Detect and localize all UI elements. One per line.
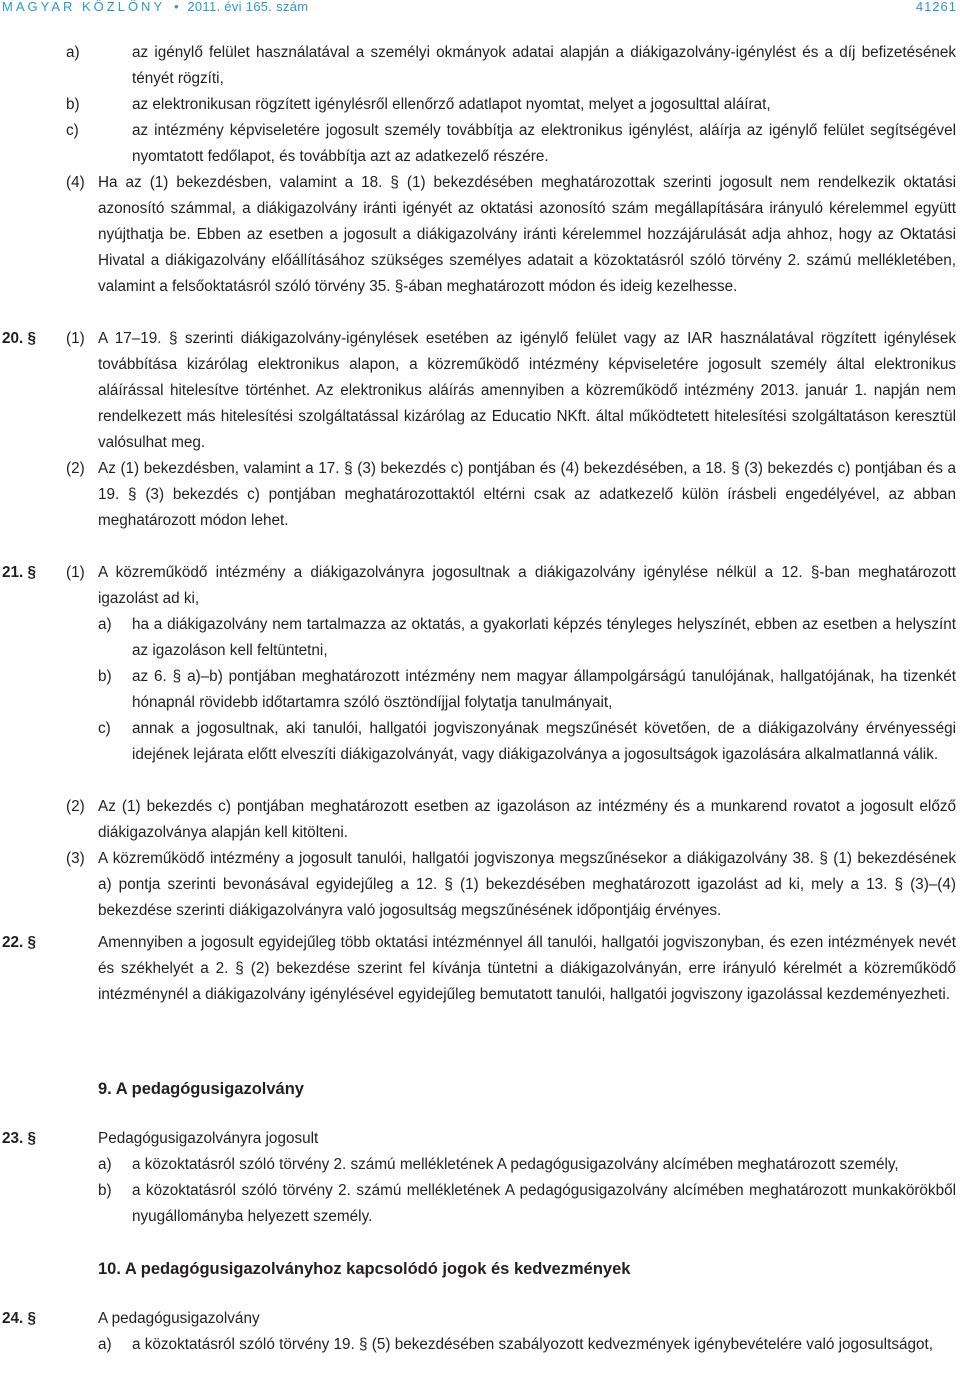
- point-label: c): [66, 122, 79, 139]
- paragraph-text: a közoktatásról szóló törvény 19. § (5) bekezdésében szabályozott kedvezmények igénybevételére való jogosultságot,: [132, 1336, 934, 1353]
- paragraph-text: annak a jogosultnak, aki tanulói, hallgatói jogviszonyának megszűnését követően, de a diákigazolvány érvényességi idejének lejárata előtt elveszíti diákigazolványát, vagy diákigazolványa a jogosultságok igazolására alkalmatlanná válik.: [132, 720, 956, 763]
- point-label: a): [98, 616, 112, 633]
- paragraph-text: Ha az (1) bekezdésben, valamint a 18. § (1) bekezdésében meghatározottak szerinti jogosult nem rendelkezik oktatási azonosító számmal, a diákigazolvány iránti igényét az oktatási azonosító szám megállapítására irányuló kérelemmel együtt nyújthatja be. Ebben az esetben a jogosult a diákigazolvány iránti kérelemmel hozzájárulását adja ahhoz, hogy az Oktatási Hivatal a diákigazolvány előállításához szükséges személyes adatait a közoktatásról szóló törvény 2. számú mellékletében, valamint a felsőoktatásról szóló törvény 35. §-ában meghatározott módon és ideig kezelhesse.: [98, 174, 956, 295]
- section-heading: 10. A pedagógusigazolványhoz kapcsolódó jogok és kedvezmények: [98, 1260, 631, 1278]
- paragraph-number: (4): [66, 174, 85, 191]
- section-number: 24. §: [2, 1310, 37, 1327]
- paragraph-text: A 17–19. § szerinti diákigazolvány-igénylések esetében az igénylő felület vagy az IAR használatával rögzített igénylések továbbítása kizárólag elektronikus alapon, a közreműködő intézmény képviseletére jogosult személy által elektronikus aláírással hitelesítve történhet. Az elektronikus aláírás amennyiben a közreműködő intézmény 2013. január 1. napján nem rendelkezett más hitelesítési szolgáltatással kizárólag az Educatio NKft. által működtetett hitelesítési szolgáltatáson keresztül valósulhat meg.: [98, 330, 956, 451]
- bullet-separator: •: [173, 0, 179, 14]
- paragraph-number: (3): [66, 850, 85, 867]
- paragraph-text: a közoktatásról szóló törvény 2. számú mellékletének A pedagógusigazolvány alcímében meghatározott munkakörökből nyugállományba helyezett személy.: [132, 1182, 956, 1225]
- section-number: 23. §: [2, 1130, 37, 1147]
- paragraph-text: A pedagógusigazolvány: [98, 1310, 260, 1327]
- paragraph-number: (2): [66, 798, 85, 815]
- paragraph-text: az elektronikusan rögzített igénylésről ellenőrző adatlapot nyomtat, melyet a jogosulttal aláírat,: [132, 96, 771, 113]
- page-header: [0, 0, 960, 20]
- running-head: [2, 0, 308, 14]
- section-number: 20. §: [2, 330, 37, 347]
- section-heading: 9. A pedagógusigazolvány: [98, 1080, 304, 1098]
- paragraph-text: ha a diákigazolvány nem tartalmazza az oktatás, a gyakorlati képzés tényleges helyszínét, ebben az esetben a helyszínt az igazoláson kell feltüntetni,: [132, 616, 956, 659]
- paragraph-text: Az (1) bekezdésben, valamint a 17. § (3) bekezdés c) pontjában és (4) bekezdésében, a 18. § (3) bekezdés c) pontjában és a 19. § (3) bekezdés c) pontjában meghatározottaktól eltérni csak az adatkezelő külön írásbeli engedélyével, az abban meghatározott módon lehet.: [98, 460, 956, 529]
- point-label: c): [98, 720, 111, 737]
- paragraph-text: Pedagógusigazolványra jogosult: [98, 1130, 319, 1147]
- paragraph-number: (2): [66, 460, 85, 477]
- paragraph-text: Az (1) bekezdés c) pontjában meghatározott esetben az igazoláson az intézmény és a munkarend rovatot a jogosult előző diákigazolványa alapján kell kitölteni.: [98, 798, 956, 841]
- paragraph-number: (1): [66, 330, 85, 347]
- paragraph-text: az igénylő felület használatával a személyi okmányok adatai alapján a diákigazolvány-igénylést és a díj befizetésének tényét rögzíti,: [132, 44, 956, 87]
- point-label: b): [98, 1182, 112, 1199]
- paragraph-text: a közoktatásról szóló törvény 2. számú mellékletének A pedagógusigazolvány alcímében meghatározott személy,: [132, 1156, 899, 1173]
- issue-number: 2011. évi 165. szám: [187, 0, 309, 14]
- paragraph-text: Amennyiben a jogosult egyidejűleg több oktatási intézménnyel áll tanulói, hallgatói jogviszonyban, és ezen intézmények nevét és székhelyét a 2. § (2) bekezdése szerint fel kívánja tüntetni a diákigazolványán, erre irányuló kérelmét a közreműködő intézménynél a diákigazolvány igénylésével egyidejűleg bemutatott tanulói, hallgatói jogviszony igazolással kezdeményezheti.: [98, 934, 956, 1003]
- paragraph-text: A közreműködő intézmény a diákigazolványra jogosultnak a diákigazolvány igénylése nélkül a 12. §-ban meghatározott igazolást ad ki,: [98, 564, 956, 607]
- point-label: b): [98, 668, 112, 685]
- paragraph-text: az 6. § a)–b) pontjában meghatározott intézmény nem magyar állampolgárságú tanulójának, hallgatójának, ha tizenkét hónapnál rövidebb időtartamra szóló ösztöndíjjal folytatja tanulmányait,: [132, 668, 956, 711]
- journal-title: MAGYAR KÖZLÖNY: [2, 0, 166, 14]
- point-label: a): [66, 44, 80, 61]
- paragraph-number: (1): [66, 564, 85, 581]
- point-label: a): [98, 1156, 112, 1173]
- page-number: 41261: [915, 0, 957, 14]
- paragraph-text: A közreműködő intézmény a jogosult tanulói, hallgatói jogviszonya megszűnésekor a diákigazolvány 38. § (1) bekezdésének a) pontja szerinti bevonásával egyidejűleg a 12. § (1) bekezdésében meghatározott igazolást ad ki, mely a 13. § (3)–(4) bekezdése szerinti diákigazolványra való jogosultság megszűnésének időpontjáig érvényes.: [98, 850, 956, 919]
- paragraph-text: az intézmény képviseletére jogosult személy továbbítja az elektronikus igénylést, aláírja az igénylő felület segítségével nyomtatott fedőlapot, és továbbítja azt az adatkezelő részére.: [132, 122, 956, 165]
- point-label: a): [98, 1336, 112, 1353]
- section-number: 21. §: [2, 564, 37, 581]
- point-label: b): [66, 96, 80, 113]
- section-number: 22. §: [2, 934, 37, 951]
